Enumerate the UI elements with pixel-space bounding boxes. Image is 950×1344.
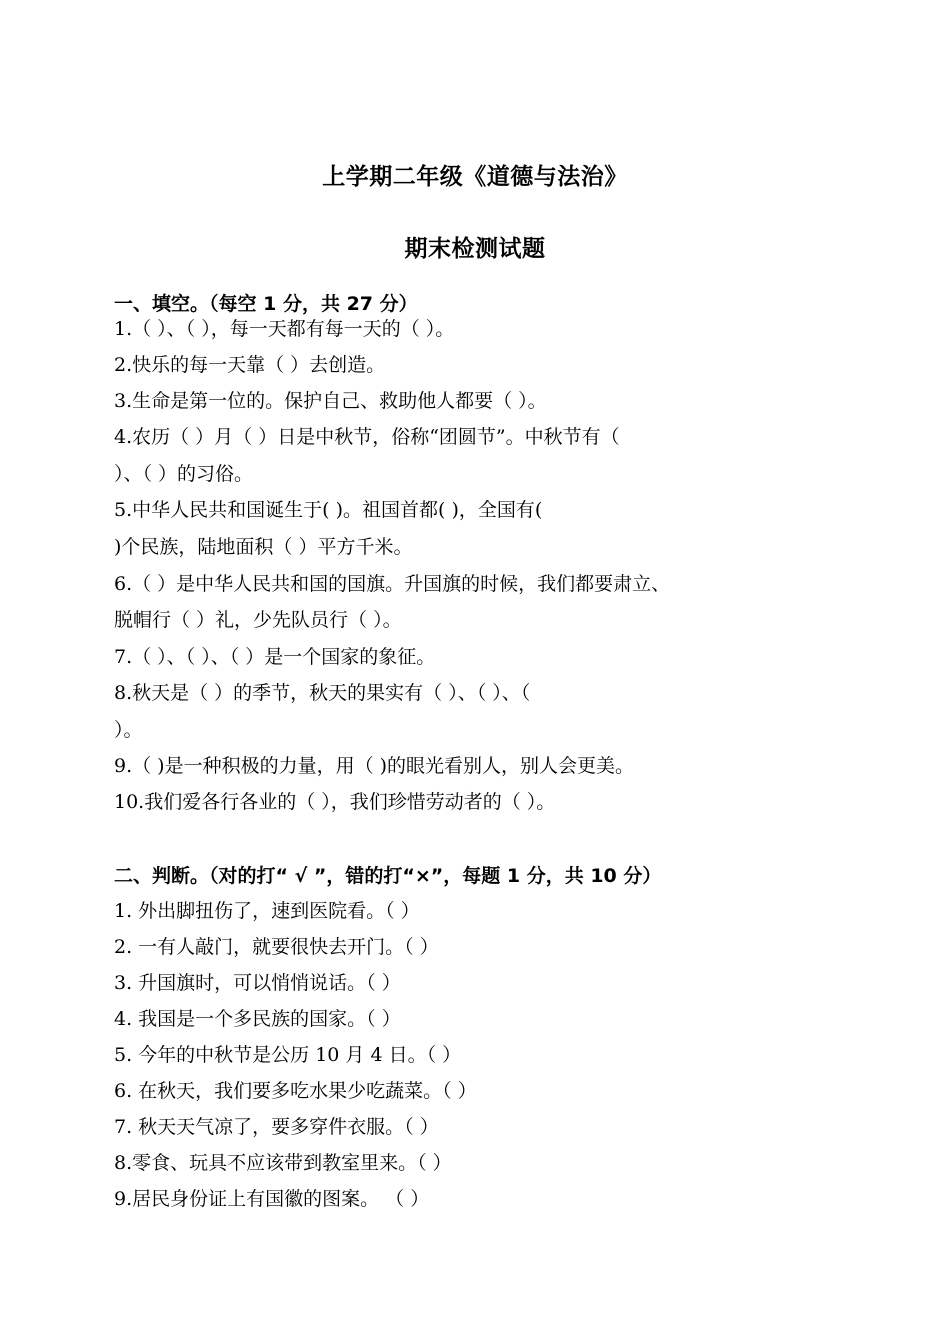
fill-blank-question-10: 10.我们爱各行各业的（ ），我们珍惜劳动者的（ ）。 <box>114 791 556 813</box>
true-false-question-6: 6. 在秋天，我们要多吃水果少吃蔬菜。（ ） <box>114 1080 477 1102</box>
true-false-question-8: 8.零食、玩具不应该带到教室里来。（ ） <box>114 1152 452 1174</box>
fill-blank-question-8-cont: ）。 <box>114 719 143 741</box>
fill-blank-question-7: 7.（ ）、（ ）、（ ）是一个国家的象征。 <box>114 646 436 668</box>
true-false-question-5: 5. 今年的中秋节是公历 10 月 4 日。（ ） <box>114 1044 462 1066</box>
fill-blank-question-5: 5.中华人民共和国诞生于( )。祖国首都( )，全国有( <box>114 499 543 521</box>
document-subtitle: 期末检测试题 <box>404 236 546 262</box>
true-false-question-3: 3. 升国旗时，可以悄悄说话。（ ） <box>114 972 401 994</box>
fill-blank-question-2: 2.快乐的每一天靠（ ）去创造。 <box>114 354 386 376</box>
fill-blank-question-8: 8.秋天是（ ）的季节，秋天的果实有（ ）、（ ）、（ <box>114 682 531 704</box>
true-false-question-7: 7. 秋天天气凉了，要多穿件衣服。（ ） <box>114 1116 439 1138</box>
true-false-question-4: 4. 我国是一个多民族的国家。（ ） <box>114 1008 401 1030</box>
document-title: 上学期二年级《道德与法治》 <box>322 164 628 190</box>
fill-blank-question-5-cont: )个民族，陆地面积（ ）平方千米。 <box>114 536 413 558</box>
true-false-question-1: 1. 外出脚扭伤了，速到医院看。（ ） <box>114 900 420 922</box>
fill-blank-question-3: 3.生命是第一位的。保护自己、救助他人都要（ ）。 <box>114 390 547 412</box>
section-fill-blank-heading: 一、填空。（每空 1 分，共 27 分） <box>114 293 418 315</box>
fill-blank-question-6-cont: 脱帽行（ ）礼，少先队员行（ ）。 <box>114 609 402 631</box>
fill-blank-question-1: 1.（ ）、（ ），每一天都有每一天的（ ）。 <box>114 318 455 340</box>
fill-blank-question-4: 4.农历（ ）月（ ）日是中秋节，俗称“团圆节”。中秋节有（ <box>114 426 620 448</box>
fill-blank-question-9: 9.（ )是一种积极的力量，用（ )的眼光看别人，别人会更美。 <box>114 755 635 777</box>
fill-blank-question-6: 6.（ ）是中华人民共和国的国旗。升国旗的时候，我们都要肃立、 <box>114 573 671 595</box>
true-false-question-9: 9.居民身份证上有国徽的图案。 （ ） <box>114 1188 430 1210</box>
true-false-question-2: 2. 一有人敲门，就要很快去开门。（ ） <box>114 936 439 958</box>
fill-blank-question-4-cont: ）、（ ）的习俗。 <box>114 463 254 485</box>
section-true-false-heading: 二、判断。（对的打“ √ ”，错的打“×”，每题 1 分，共 10 分） <box>114 865 662 887</box>
